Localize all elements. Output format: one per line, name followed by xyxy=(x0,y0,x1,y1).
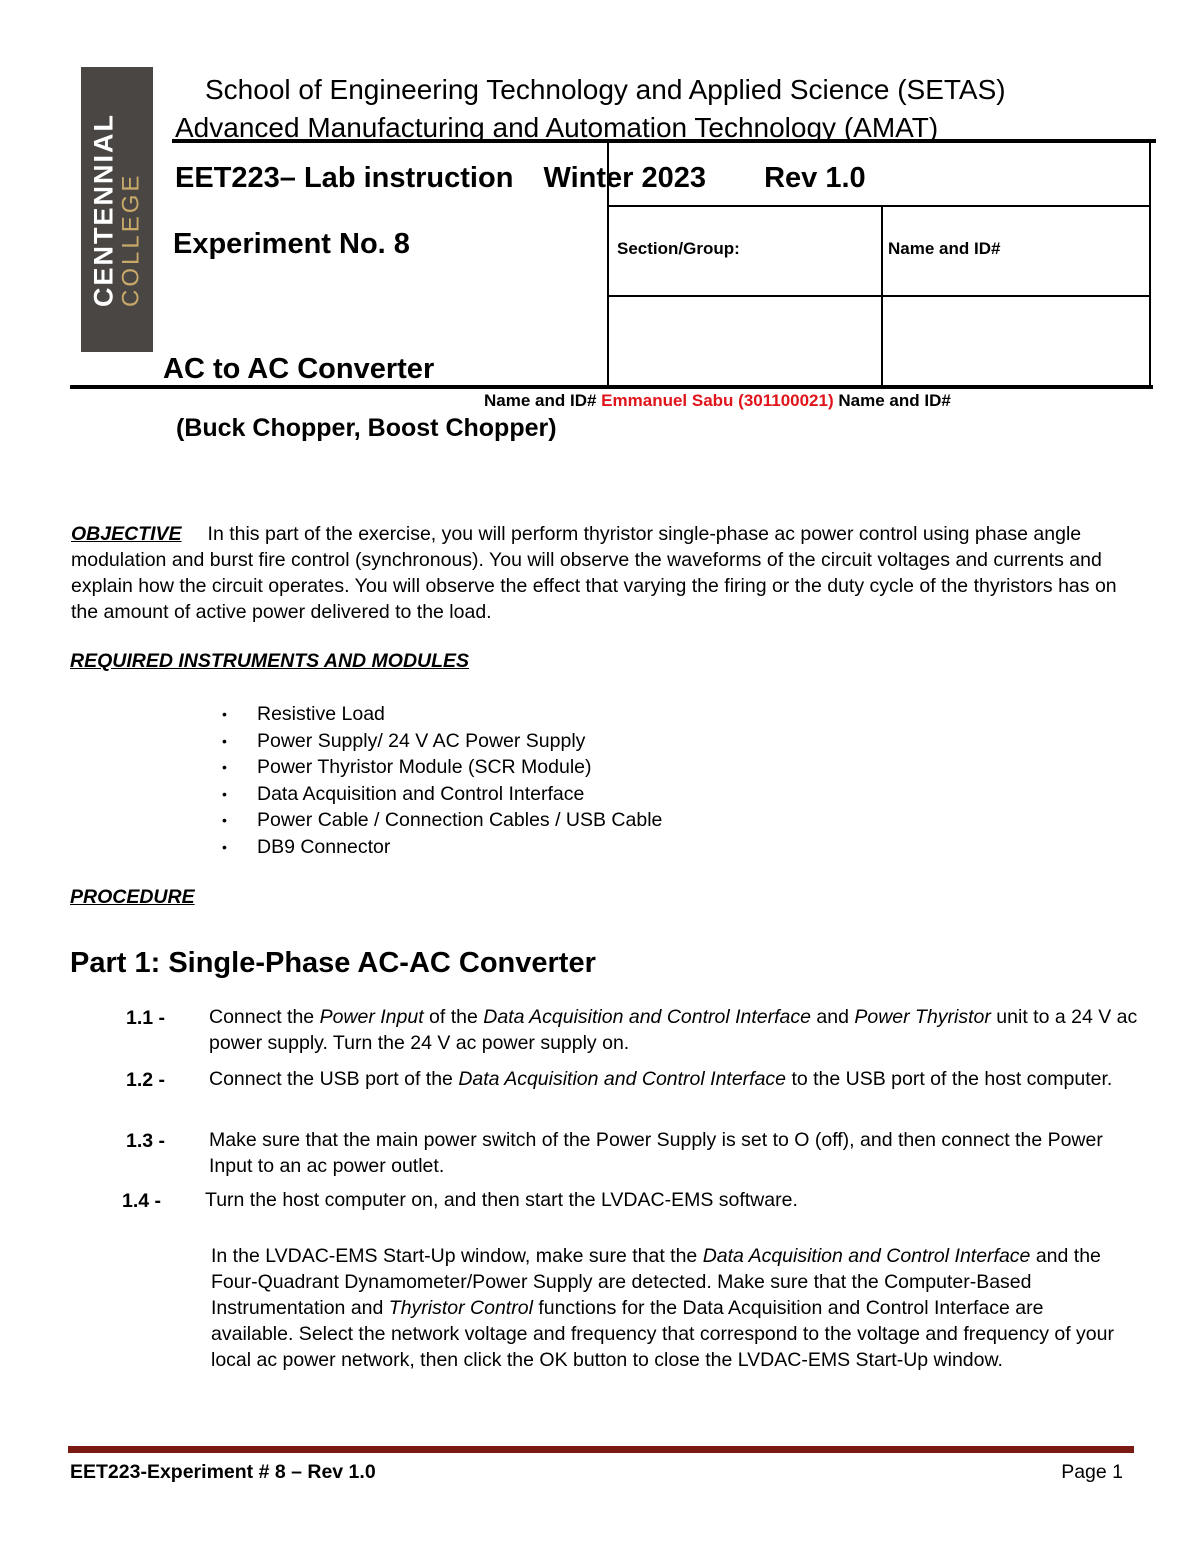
step-text: Turn the host computer on, and then start the LVDAC-EMS software. xyxy=(205,1189,798,1211)
step-text: Connect the USB port of the Data Acquisition and Control Interface to the USB port of the host computer. xyxy=(209,1068,1113,1090)
part-title: Part 1: Single-Phase AC-AC Converter xyxy=(70,947,596,979)
logo-line-2: COLLEGE xyxy=(117,172,145,307)
page-number: Page 1 xyxy=(1061,1461,1123,1483)
table-divider-middle xyxy=(881,206,883,388)
instruments-list xyxy=(222,701,662,860)
lab-instruction-line xyxy=(175,162,866,195)
table-row-rule-2 xyxy=(607,295,1151,297)
section-group-label: Section/Group: xyxy=(617,239,740,258)
list-item: • Data Acquisition and Control Interface xyxy=(222,781,662,808)
footer-rule xyxy=(68,1446,1134,1453)
name-id-label-2: Name and ID# xyxy=(838,391,951,410)
step-number: 1.4 - xyxy=(122,1190,162,1212)
list-item: • Power Cable / Connection Cables / USB Cable xyxy=(222,807,662,834)
college-logo xyxy=(81,67,153,352)
student-names-line xyxy=(484,391,951,411)
objective-text: In this part of the exercise, you will perform thyristor single-phase ac power control using phase angle modulation and burst fire control (synchronous). You will observe the waveforms of the circuit voltages and currents and explain how the circuit operates. You will observe the effect that varying the firing or the duty cycle of the thyristors has on the amount of active power delivered to the load. xyxy=(71,523,1117,623)
experiment-number: Experiment No. 8 xyxy=(173,228,410,260)
instruments-heading: REQUIRED INSTRUMENTS AND MODULES xyxy=(70,650,470,672)
school-name: School of Engineering Technology and Applied Science (SETAS) xyxy=(205,74,1006,105)
name-id-label-1: Name and ID# xyxy=(484,391,597,410)
objective-heading: OBJECTIVE xyxy=(71,523,182,545)
footer-doc-id: EET223-Experiment # 8 – Rev 1.0 xyxy=(70,1461,376,1483)
list-item: • Resistive Load xyxy=(222,701,662,728)
logo-line-1: CENTENNIAL xyxy=(88,112,119,307)
list-item: • Power Supply/ 24 V AC Power Supply xyxy=(222,728,662,755)
header-top-rule xyxy=(172,139,1156,143)
procedure-heading: PROCEDURE xyxy=(70,886,195,908)
step-number: 1.1 - xyxy=(126,1007,166,1029)
course-code: EET223– Lab instruction xyxy=(175,162,514,194)
program-name: Advanced Manufacturing and Automation Technology (AMAT) xyxy=(175,112,939,143)
student-name: Emmanuel Sabu (301100021) xyxy=(601,391,834,410)
table-row-rule-1 xyxy=(607,205,1151,207)
revision: Rev 1.0 xyxy=(764,162,866,194)
table-divider-right xyxy=(1149,141,1151,388)
list-item: • Power Thyristor Module (SCR Module) xyxy=(222,754,662,781)
name-id-label: Name and ID# xyxy=(888,239,1001,258)
experiment-title: AC to AC Converter xyxy=(163,353,435,385)
term: Winter 2023 xyxy=(543,162,707,194)
experiment-subtitle: (Buck Chopper, Boost Chopper) xyxy=(176,414,557,442)
startup-note: In the LVDAC-EMS Start-Up window, make sure that the Data Acquisition and Control Interface and the Four-Quadrant Dynamometer/Power Supply are detected. Make sure that the Computer-Based Instrumentation and Thyristor Control functions for the Data Acquisition and Control Interface are available. Select the network voltage and frequency that correspond to the voltage and frequency of your local ac power network, then click the OK button to close the LVDAC-EMS Start-Up window. xyxy=(211,1245,1114,1371)
objective-paragraph xyxy=(71,521,1133,625)
step-text: Make sure that the main power switch of the Power Supply is set to O (off), and then connect the Power Input to an ac power outlet. xyxy=(209,1129,1103,1177)
step-text: Connect the Power Input of the Data Acquisition and Control Interface and Power Thyristor unit to a 24 V ac power supply. Turn the 24 V ac power supply on. xyxy=(209,1006,1138,1054)
list-item: • DB9 Connector xyxy=(222,834,662,861)
step-number: 1.3 - xyxy=(126,1130,166,1152)
step-number: 1.2 - xyxy=(126,1069,166,1091)
